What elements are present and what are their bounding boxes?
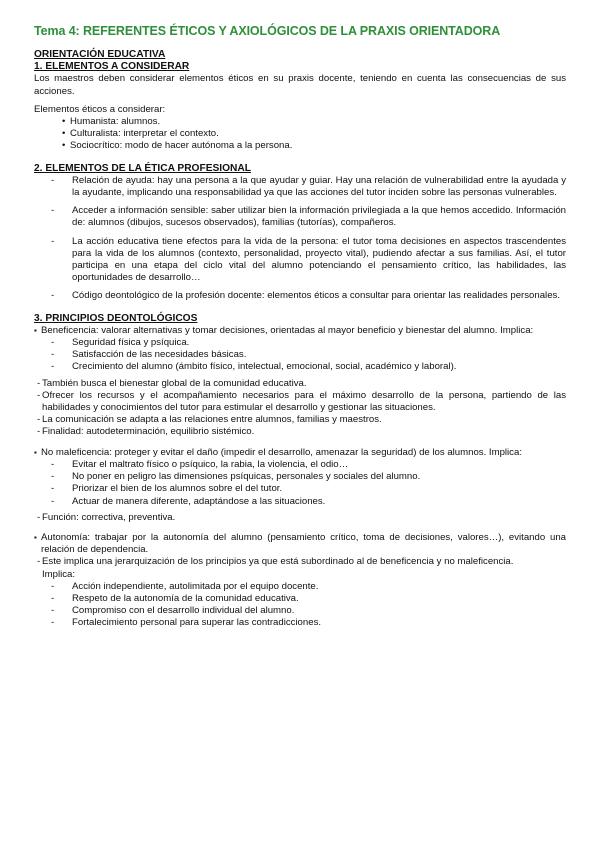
main-section-heading: ORIENTACIÓN EDUCATIVA <box>34 49 166 60</box>
list-item: - No poner en peligro las dimensiones psíquicas, personales y sociales del alumno. <box>34 471 566 483</box>
list-item: - Crecimiento del alumno (ámbito físico, intelectual, emocional, social, académico y laboral). <box>34 361 566 373</box>
list-item: - Compromiso con el desarrollo individual del alumno. <box>34 605 566 617</box>
document-body <box>34 49 566 630</box>
list-item: - La acción educativa tiene efectos para la vida de la persona: el tutor toma decisiones en aspectos trascendentes para la vida de los alumnos (contexto, personalidad, proyecto vital), pudiendo afectar a sus familias. Así, el tutor participa en una etapa del ciclo vital del alumno potenciando el pensamiento crítico, las habilidades, las oportunidades de desarrollo… <box>34 236 566 285</box>
autonomia-note: - Este implica una jerarquización de los principios ya que está subordinado al de beneficencia y no maleficencia. <box>34 556 566 568</box>
autonomia-intro: ▪ Autonomía: trabajar por la autonomía del alumno (pensamiento crítico, toma de decisiones, valores…), evitando una relación de dependencia. <box>34 532 566 556</box>
list-item: • Humanista: alumnos. <box>34 116 566 128</box>
beneficencia-note: - La comunicación se adapta a las relaciones entre alumnos, familias y maestros. <box>34 414 566 426</box>
beneficencia-note: - Ofrecer los recursos y el acompañamiento necesarios para el máximo desarrollo de la persona, partiendo de las habilidades y conocimientos del tutor para estimular el desarrollo y gestionar las situaciones. <box>34 390 566 414</box>
list-item: - Actuar de manera diferente, adaptándose a las situaciones. <box>34 496 566 508</box>
beneficencia-intro: ▪ Beneficencia: valorar alternativas y tomar decisiones, orientadas al mayor beneficio y bienestar del alumno. Implica: <box>34 325 566 337</box>
list-item: - Seguridad física y psíquica. <box>34 337 566 349</box>
list-item: - Evitar el maltrato físico o psíquico, la rabia, la violencia, el odio… <box>34 459 566 471</box>
list-item: - Satisfacción de las necesidades básicas. <box>34 349 566 361</box>
list-item: - Código deontológico de la profesión docente: elementos éticos a consultar para orientar las realidades personales. <box>34 290 566 302</box>
list-item: - Acción independiente, autolimitada por el equipo docente. <box>34 581 566 593</box>
section-1-heading: 1. ELEMENTOS A CONSIDERAR <box>34 61 190 73</box>
beneficencia-note: - También busca el bienestar global de la comunidad educativa. <box>34 378 566 390</box>
list-item: - Respeto de la autonomía de la comunidad educativa. <box>34 593 566 605</box>
section-2-heading: 2. ELEMENTOS DE LA ÉTICA PROFESIONAL <box>34 162 251 174</box>
list-item: • Culturalista: interpretar el contexto. <box>34 128 566 140</box>
no-maleficencia-note: - Función: correctiva, preventiva. <box>34 512 566 524</box>
list-item: - Relación de ayuda: hay una persona a la que ayudar y guiar. Hay una relación de vulnerabilidad entre la ayudada y la ayudante, implicando una responsabilidad ya que las acciones del tutor inciden sobre las personas vulnerables. <box>34 175 566 199</box>
ethical-elements-list <box>34 116 566 153</box>
no-maleficencia-intro: ▪ No maleficencia: proteger y evitar el daño (impedir el desarrollo, amenazar la seguridad) de los alumnos. Implica: <box>34 447 566 459</box>
list-item: - Acceder a información sensible: saber utilizar bien la información privilegiada a la que hemos accedido. Información de: alumnos (dibujos, sucesos observados), familias (tutorías), compañeros. <box>34 205 566 229</box>
document-title: Tema 4: REFERENTES ÉTICOS Y AXIOLÓGICOS DE LA PRAXIS ORIENTADORA <box>34 24 501 38</box>
beneficencia-note: - Finalidad: autodeterminación, equilibrio sistémico. <box>34 426 566 438</box>
list-item: - Fortalecimiento personal para superar las contradicciones. <box>34 617 566 629</box>
list-item: • Sociocrítico: modo de hacer autónoma a la persona. <box>34 140 566 152</box>
section-1-list-label: Elementos éticos a considerar: <box>34 103 166 115</box>
autonomia-implica-label: Implica: <box>42 568 76 580</box>
list-item: - Priorizar el bien de los alumnos sobre el del tutor. <box>34 483 566 495</box>
section-1-intro: Los maestros deben considerar elementos éticos en su praxis docente, teniendo en cuenta las consecuencias de sus acciones. <box>34 73 566 97</box>
section-3-heading: 3. PRINCIPIOS DEONTOLÓGICOS <box>34 312 198 324</box>
